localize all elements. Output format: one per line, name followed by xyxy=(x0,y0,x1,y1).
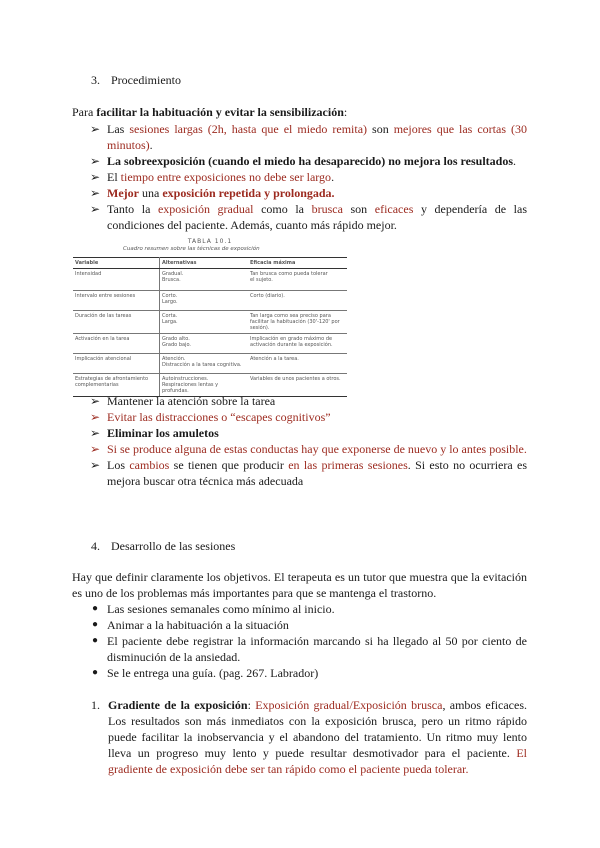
table-cell: Intervalo entre sesiones xyxy=(73,291,160,311)
table-header: Eficacia máxima xyxy=(248,258,347,269)
intro-line xyxy=(72,104,527,120)
arrow-bullet-icon: ➢ xyxy=(90,458,101,472)
table-cell: Corto. Largo. xyxy=(160,291,249,311)
dot-bullet-icon: ● xyxy=(92,667,99,678)
attention-list xyxy=(90,393,527,489)
exposure-gradient-paragraph xyxy=(108,697,527,777)
text: Los xyxy=(107,458,130,472)
text: . xyxy=(331,170,335,184)
text-bold-red: exposición repetida y prolongada. xyxy=(162,186,335,200)
list-item xyxy=(90,201,527,233)
arrow-bullet-icon: ➢ xyxy=(90,442,101,456)
table-cell: Implicación atencional xyxy=(73,354,160,374)
list-item xyxy=(90,169,527,185)
text-red: mejores que las cortas (30 minutos) xyxy=(107,122,527,152)
text-red: tiempo entre exposiciones no debe ser largo xyxy=(120,170,332,184)
section-3-heading xyxy=(91,72,181,88)
list-item xyxy=(90,121,527,153)
table-header: Variable xyxy=(73,258,160,269)
list-item xyxy=(90,393,527,409)
table-row xyxy=(73,269,347,291)
text: Animar a la habituación a la situación xyxy=(107,618,289,632)
table-header-row xyxy=(73,258,347,269)
section-4-title: Desarrollo de las sesiones xyxy=(111,539,236,553)
table-cell: Gradual. Brusca. xyxy=(160,269,249,291)
table-cell: Corta. Larga. xyxy=(160,311,249,334)
table-cell: Duración de las tareas xyxy=(73,311,160,334)
table-row xyxy=(73,334,347,354)
section-3-title: Procedimiento xyxy=(111,73,181,87)
table-caption-title: Cuadro resumen sobre las técnicas de exposición xyxy=(123,246,260,252)
table-cell: Variables de unos pacientes a otros. xyxy=(248,374,347,397)
procedure-list xyxy=(90,121,527,233)
text-red: El gradiente de exposición debe ser tan rápido como el paciente pueda tolerar. xyxy=(108,746,527,776)
text-bold: La sobreexposición (cuando el miedo ha desaparecido) no mejora los resultados xyxy=(107,154,514,168)
table-caption-number: TABLA 10.1 xyxy=(187,238,233,245)
list-item xyxy=(90,601,527,617)
text: Las sesiones semanales como mínimo al inicio. xyxy=(107,602,335,616)
text-bold: Eliminar los amuletos xyxy=(107,426,219,440)
exposure-summary-table xyxy=(73,257,347,397)
table-cell: Tan larga como sea preciso para facilitar la habituación (30'-120' por sesión). xyxy=(248,311,347,334)
text: Mantener la atención sobre la tarea xyxy=(107,394,276,408)
table-cell: Autoinstrucciones. Respiraciones lentas y profundas. xyxy=(160,374,249,397)
text: se tienen que producir xyxy=(169,458,289,472)
text: . xyxy=(149,138,153,152)
text-red: brusca xyxy=(311,202,343,216)
arrow-bullet-icon: ➢ xyxy=(90,202,101,216)
numbered-item-number: 1. xyxy=(91,698,100,712)
text: . Si esto no ocurriera es mejora buscar otra técnica más adecuada xyxy=(107,458,528,488)
table-cell: Tan brusca como pueda tolerar el sujeto. xyxy=(248,269,347,291)
text: Tanto la xyxy=(107,202,158,216)
text: son xyxy=(342,202,375,216)
list-item xyxy=(90,153,527,169)
table-header: Alternativas xyxy=(160,258,249,269)
text-red: Exposición gradual/Exposición brusca xyxy=(255,698,443,712)
text-red: sesiones largas (2h, hasta que el miedo remita) xyxy=(129,122,368,136)
table-row xyxy=(73,291,347,311)
dot-bullet-icon: ● xyxy=(92,635,99,646)
list-item xyxy=(90,633,527,665)
objectives-paragraph: Hay que definir claramente los objetivos. El terapeuta es un tutor que muestra que la evitación es uno de los problemas más importantes para que se mantenga el trastorno. xyxy=(72,570,527,600)
list-item xyxy=(90,425,527,441)
text: , ambos eficaces. Los resultados son más inmediatos con la exposición brusca, pero un ritmo rápido puede facilitar la inobservancia y el abandono del tratamiento. Un ritmo muy lento lleva un progreso muy lento y puede resultar desmotivador para el paciente. xyxy=(108,698,527,760)
arrow-bullet-icon: ➢ xyxy=(90,426,101,440)
text: Se le entrega una guía. (pag. 267. Labrador) xyxy=(107,666,319,680)
arrow-bullet-icon: ➢ xyxy=(90,186,101,200)
text-bold: Gradiente de la exposición xyxy=(108,698,248,712)
text-red: eficaces xyxy=(374,202,414,216)
table-row xyxy=(73,354,347,374)
arrow-bullet-icon: ➢ xyxy=(90,122,101,136)
section-3-number: 3. xyxy=(91,73,100,87)
text: . xyxy=(513,154,517,168)
arrow-bullet-icon: ➢ xyxy=(90,154,101,168)
table-cell: Corto (diario). xyxy=(248,291,347,311)
table-row xyxy=(73,311,347,334)
list-item xyxy=(90,665,527,681)
arrow-bullet-icon: ➢ xyxy=(90,170,101,184)
text: Las xyxy=(107,122,130,136)
table-cell: Atención. Distracción a la tarea cognitiva. xyxy=(160,354,249,374)
arrow-bullet-icon: ➢ xyxy=(90,394,101,408)
intro-suffix: : xyxy=(343,105,348,119)
intro-bold: facilitar la habituación y evitar la sensibilización xyxy=(96,105,344,119)
intro-prefix: Para xyxy=(72,105,97,119)
table-cell: Activación en la tarea xyxy=(73,334,160,354)
list-item xyxy=(90,441,527,457)
text: y dependería de las condiciones del paciente. Además, cuanto más rápido mejor. xyxy=(107,202,527,232)
text-bold-red: Mejor xyxy=(107,186,139,200)
section-4-number: 4. xyxy=(91,539,100,553)
list-item xyxy=(90,409,527,425)
list-item xyxy=(90,185,527,201)
table-cell: Intensidad xyxy=(73,269,160,291)
table-cell: Atención a la tarea. xyxy=(248,354,347,374)
table-cell: Implicación en grado máximo de activación durante la exposición. xyxy=(248,334,347,354)
exposure-summary-table-image xyxy=(73,238,347,394)
text: : xyxy=(247,698,256,712)
dot-bullet-icon: ● xyxy=(92,603,99,614)
text-red: cambios xyxy=(129,458,170,472)
text: una xyxy=(138,186,163,200)
text: como la xyxy=(253,202,312,216)
sessions-list xyxy=(90,601,527,681)
text: son xyxy=(367,122,394,136)
text-red: Si se produce alguna de estas conductas hay que exponerse de nuevo y lo antes posible. xyxy=(107,442,527,456)
text: El xyxy=(107,170,121,184)
text-red: Evitar las distracciones o “escapes cognitivos” xyxy=(107,410,331,424)
text: El paciente debe registrar la información marcando si ha llegado al 50 por ciento de disminución de la ansiedad. xyxy=(107,634,527,664)
table-cell: Estrategias de afrontamiento complementarias xyxy=(73,374,160,397)
text-red: en las primeras sesiones xyxy=(288,458,408,472)
list-item xyxy=(90,617,527,633)
table-cell: Grado alto. Grado bajo. xyxy=(160,334,249,354)
dot-bullet-icon: ● xyxy=(92,619,99,630)
list-item xyxy=(90,457,527,489)
text-red: exposición gradual xyxy=(157,202,254,216)
section-4-heading xyxy=(91,538,235,554)
arrow-bullet-icon: ➢ xyxy=(90,410,101,424)
